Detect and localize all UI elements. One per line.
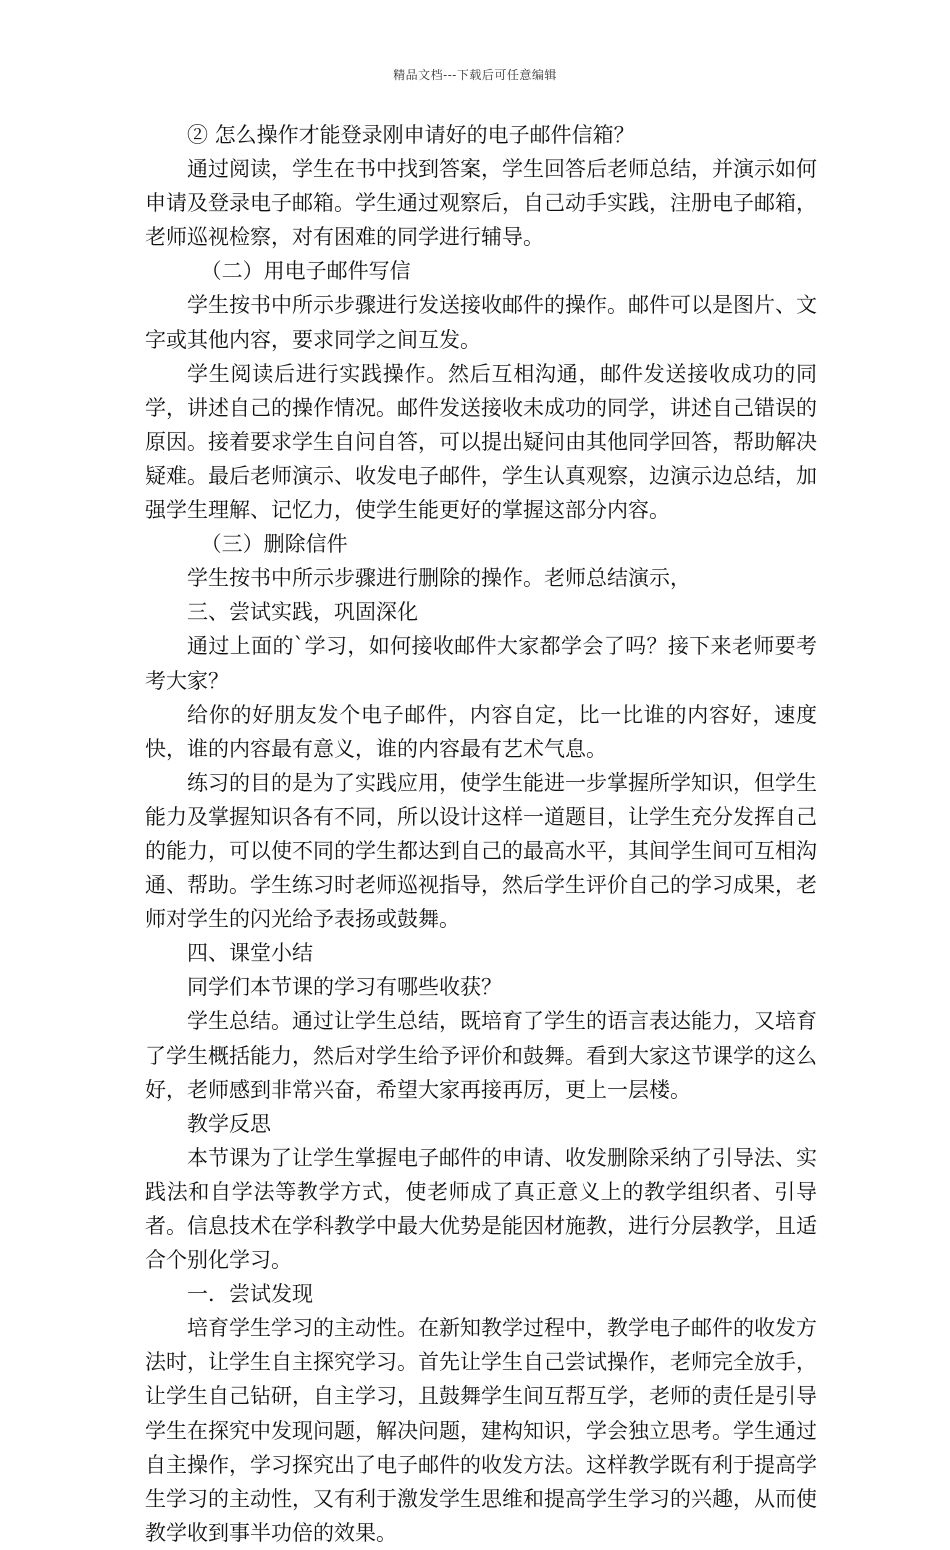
paragraph-question: ② 怎么操作才能登录刚申请好的电子邮件信箱？ (187, 123, 635, 147)
paragraph: 本节课为了让学生掌握电子邮件的申请、收发删除采纳了引导法、实践法和自学法等教学方式，使老师成了真正意义上的教学组织者、引导者。信息技术在学科教学中最大优势是能因材施教，进行分层教学，且适合个别化学习。 (145, 1145, 817, 1273)
paragraph: 培育学生学习的主动性。在新知教学过程中，教学电子邮件的收发方法时，让学生自主探究学习。首先让学生自己尝试操作，老师完全放手，让学生自己钻研，自主学习，且鼓舞学生间互帮互学，老师的责任是引导学生在探究中发现问题，解决问题，建构知识，学会独立思考。学生通过自主操作，学习探究出了电子邮件的收发方法。这样教学既有利于提高学生学习的主动性，又有利于激发学生思维和提高学生学习的兴趣，从而使教学收到事半功倍的效果。 (145, 1316, 817, 1545)
section-heading: （三）删除信件 (200, 532, 348, 557)
section-heading: 一．尝试发现 (187, 1282, 313, 1307)
paragraph: 学生按书中所示步骤进行发送接收邮件的操作。邮件可以是图片、文字或其他内容，要求同学之间互发。 (145, 293, 817, 352)
section-heading: 四、课堂小结 (187, 941, 313, 966)
section-heading: 教学反思 (187, 1111, 271, 1136)
paragraph: 同学们本节课的学习有哪些收获？ (187, 975, 502, 1000)
paragraph: 通过上面的`学习，如何接收邮件大家都学会了吗？接下来老师要考考大家？ (145, 634, 817, 693)
page-header: 精品文档---下载后可任意编辑 (393, 68, 557, 82)
paragraph: 学生总结。通过让学生总结，既培育了学生的语言表达能力，又培育了学生概括能力，然后对学生给予评价和鼓舞。看到大家这节课学的这么好，老师感到非常兴奋，希望大家再接再厉，更上一层楼。 (145, 1009, 817, 1102)
paragraph: 练习的目的是为了实践应用，使学生能进一步掌握所学知识，但学生能力及掌握知识各有不同，所以设计这样一道题目，让学生充分发挥自己的能力，可以使不同的学生都达到自己的最高水平，其间学生间可互相沟通、帮助。学生练习时老师巡视指导，然后学生评价自己的学习成果，老师对学生的闪光给予表扬或鼓舞。 (145, 770, 817, 932)
paragraph: 通过阅读，学生在书中找到答案，学生回答后老师总结，并演示如何申请及登录电子邮箱。学生通过观察后，自己动手实践，注册电子邮箱，老师巡视检察，对有困难的同学进行辅导。 (145, 157, 817, 250)
paragraph: 给你的好朋友发个电子邮件，内容自定，比一比谁的内容好，速度快，谁的内容最有意义，谁的内容最有艺术气息。 (145, 702, 817, 761)
paragraph: 学生阅读后进行实践操作。然后互相沟通，邮件发送接收成功的同学，讲述自己的操作情况。邮件发送接收未成功的同学，讲述自己错误的原因。接着要求学生自问自答，可以提出疑问由其他同学回答，帮助解决疑难。最后老师演示、收发电子邮件，学生认真观察，边演示边总结，加强学生理解、记忆力，使学生能更好的掌握这部分内容。 (145, 361, 817, 523)
section-heading: （二）用电子邮件写信 (200, 259, 411, 284)
paragraph: 学生按书中所示步骤进行删除的操作。老师总结演示， (187, 566, 691, 591)
section-heading: 三、尝试实践，巩固深化 (187, 600, 418, 625)
document-body (145, 118, 817, 1550)
